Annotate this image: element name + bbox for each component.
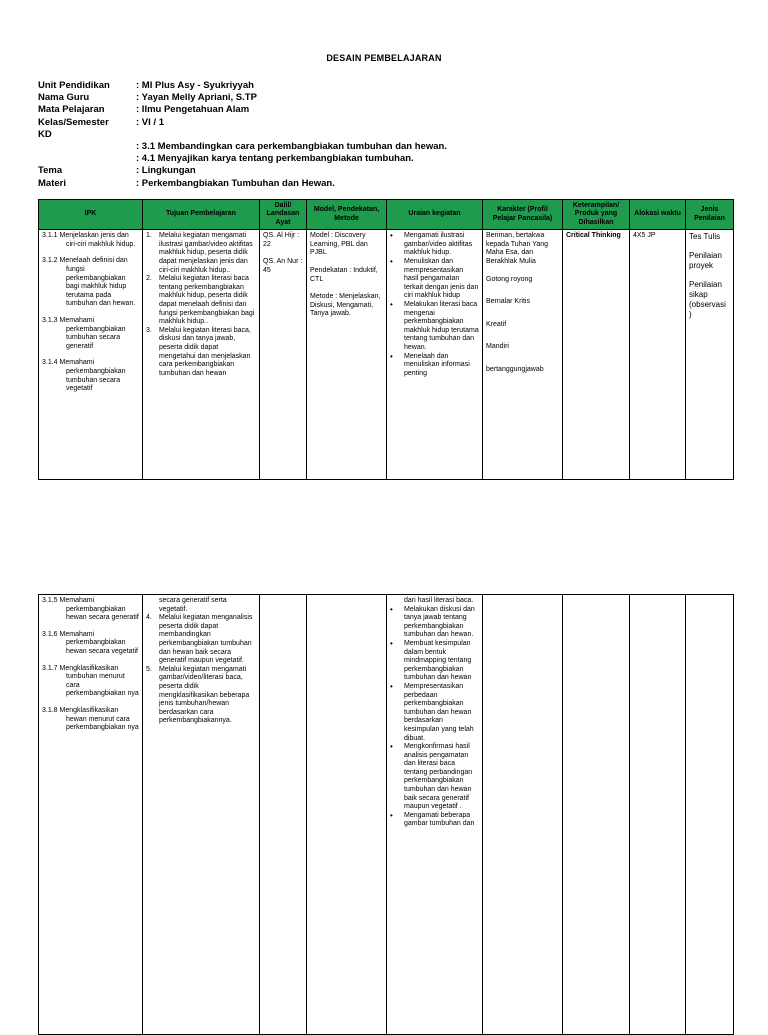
uraian-text: Melakukan diskusi dan tanya jawab tentang perkembangbiakan tumbuhan dan hewan. [404,605,475,639]
uraian-item: • Membuat kesimpulan dalam bentuk mindmapping tentang perkembangbiakan tumbuhan dan hewan [390,640,479,683]
ipk-item: 3.1.6 Memahami perkembangbiakan hewan secara vegetatif [42,630,138,655]
metode-text: Metode : Menjelaskan, Diskusi, Mengamati, Tanya jawab. [310,293,381,318]
model-cell [307,595,387,1035]
header-keterampilan: Keterampilan/ Produk yang Dihasilkan [563,200,630,230]
jenis-item: Tes Tulis [689,232,721,242]
model-text: Model : Discovery Learning, PBL dan PJBL [310,232,368,257]
tujuan-number: 2. [146,275,152,283]
tujuan-text: Melalui kegiatan literasi baca tentang perkembangbiakan makhluk hidup, peserta didik dapat menelaah definisi dan fungsi perkembangbiakan bagi makhluk hidup.. [159,275,255,326]
lesson-table-part-1 [38,199,734,480]
uraian-text: Mengamati ilustrasi gambar/video aktifitas makhluk hidup. [404,232,473,257]
ipk-item: 3.1.1 Menjelaskan jenis dan ciri-ciri makhluk hidup. [42,232,136,248]
info-value: : 4.1 Menyajikan karya tentang perkembangbiakan tumbuhan. [136,153,414,165]
uraian-text: Melakukan literasi baca mengenai perkembangbiakan makhluk hidup terutama tentang tumbuhan dan hewan. [404,300,479,351]
dalil-item: QS. Al Hijr : 22 [263,232,300,248]
info-value: : Perkembangbiakan Tumbuhan dan Hewan. [136,177,335,189]
info-key: Mata Pelajaran [38,104,105,116]
info-row [38,80,447,92]
tujuan-cell [143,230,260,480]
tujuan-text: Melalui kegiatan mengamati ilustrasi gambar/video aktifitas makhluk hidup, peserta didik dapat menjelaskan jenis dan ciri-ciri makhluk hidup.. [159,232,253,274]
header-ipk: IPK [39,200,143,230]
ipk-item: 3.1.3 Memahami perkembangbiakan tumbuhan secara generatif [42,316,126,350]
info-row [38,165,447,177]
uraian-item: • Menelaah dan menuliskan informasi penting [390,353,479,379]
ipk-item: 3.1.8 Mengklasifikasikan hewan menurut cara perkembangbiakan nya [42,706,139,732]
uraian-text: Mempresentasikan perbedaan perkembangbiakan tumbuhan dan hewan berdasarkan kesimpulan yang telah dibuat. [404,682,474,742]
info-row [38,117,447,129]
tujuan-number: 4. [146,614,152,622]
info-row [38,92,447,104]
tujuan-text: Melalui kegiatan menganalisis peserta didik dapat membandingkan perkembangbiakan tumbuhan dan hewan baik secara generatif maupun vegetatif. [159,614,253,665]
info-row [38,104,447,116]
tujuan-text: Melalui kegiatan mengamati gambar/video/literasi baca, peserta didik mengklasifikasikan beberapa jenis tumbuhan/hewan berdasarkan cara perkembangbiakannya. [159,665,250,725]
uraian-cell [387,595,483,1035]
karakter-cell [483,595,563,1035]
uraian-item: • Mengkonfirmasi hasil analisis pengamatan dan literasi baca tentang perbandingan perkembangbiakan tumbuhan dan hewan baik secara generatif maupun vegetatif . [390,743,479,812]
info-row [38,141,447,153]
tujuan-item [146,232,256,275]
keterampilan-cell [563,595,630,1035]
uraian-text: Mengkonfirmasi hasil analisis pengamatan dan literasi baca tentang perbandingan perkembangbiakan tumbuhan dan hewan baik secara generatif maupun vegetatif . [404,743,473,811]
info-row [38,129,447,141]
header-dalil: Dalil/ Landasan Ayat [260,200,307,230]
info-key: Unit Pendidikan [38,80,110,91]
tujuan-continuation: secara generatif serta vegetatif. [159,597,227,613]
info-key: Kelas/Semester [38,116,109,128]
tujuan-item [146,614,256,666]
jenis-cell [686,595,734,1035]
header-model: Model, Pendekatan, Metode [307,200,387,230]
tujuan-item [146,275,256,327]
uraian-text: Membuat kesimpulan dalam bentuk mindmapping tentang perkembangbiakan tumbuhan dan hewan [404,639,472,682]
pendekatan-text: Pendekatan : Induktif, CTL [310,267,378,283]
info-key: Tema [38,165,63,177]
info-value: : MI Plus Asy - Syukriyyah [136,80,254,91]
header-karakter: Karakter (Profil Pelajar Pancasila) [483,200,563,230]
info-row [38,153,447,165]
uraian-item: • Mengamati beberapa gambar tumbuhan dan [390,812,479,829]
jenis-cell [686,230,734,480]
dalil-cell [260,595,307,1035]
ipk-cell [39,230,143,480]
uraian-text: Menuliskan dan mempresentasikan hasil pengamatan terkait dengan jenis dan ciri makhluk hidup [404,258,479,300]
tujuan-text: Melalui kegiatan literasi baca, diskusi dan tanya jawab, peserta didik dapat mengetahui dan menjelaskan cara perkembangbiakan tumbuhan dan hewan [159,326,251,377]
karakter-item: Bernalar Kritis [486,298,530,306]
info-key: KD [38,128,52,140]
karakter-item: Beriman, bertakwa kepada Tuhan Yang Maha Esa, dan Berakhlak Mulia [486,232,549,265]
info-key [38,141,136,153]
ipk-item: 3.1.2 Menelaah definisi dan fungsi perkembangbiakan bagi makhluk hidup terutama pada tumbuhan dan hewan. [42,257,136,308]
info-block [38,80,447,190]
ipk-item: 3.1.5 Memahami perkembangbiakan hewan secara generatif [42,597,139,622]
ipk-cell [39,595,143,1035]
header-jenis: Jenis Penilaian [686,200,734,230]
document-title: DESAIN PEMBELAJARAN [326,53,442,63]
info-key: Nama Guru [38,92,90,104]
karakter-item: Mandiri [486,343,509,351]
table-header-row [39,200,734,230]
tujuan-number: 1. [146,232,152,240]
info-value: : Yayan Melly Apriani, S.TP [136,92,257,104]
tujuan-item [146,666,256,726]
dalil-cell [260,230,307,480]
tujuan-item [146,327,256,379]
uraian-continuation: dari hasil literasi baca. [404,597,474,604]
info-value: : 3.1 Membandingkan cara perkembangbiakan tumbuhan dan hewan. [136,141,447,153]
table-row [39,595,734,1035]
tujuan-number: 5. [146,665,152,673]
uraian-cell [387,230,483,480]
header-alokasi: Alokasi waktu [630,200,686,230]
dalil-item: QS. An Nur : 45 [263,258,303,274]
karakter-item: Gotong royong [486,275,533,283]
uraian-item: • Melakukan literasi baca mengenai perkembangbiakan makhluk hidup terutama tentang tumbuhan dan hewan. [390,299,479,351]
karakter-item: bertanggungjawab [486,365,544,373]
header-tujuan: Tujuan Pembelajaran [143,200,260,230]
alokasi-cell [630,595,686,1035]
uraian-item: • Mengamati ilustrasi gambar/video aktifitas makhluk hidup. [390,232,479,258]
uraian-item: • Menuliskan dan mempresentasikan hasil pengamatan terkait dengan jenis dan ciri makhluk hidup [390,257,479,300]
info-value: : VI / 1 [136,116,164,128]
jenis-item: Penilaian sikap (observasi ) [689,280,726,320]
karakter-item: Kreatif [486,320,507,328]
info-value: : Ilmu Pengetahuan Alam [136,104,250,116]
alokasi-cell: 4X5 JP [630,230,686,480]
info-row [38,178,447,190]
lesson-table-part-2 [38,594,734,1035]
tujuan-number: 3. [146,326,152,334]
info-value: : Lingkungan [136,165,196,177]
info-key [38,153,136,165]
ipk-item: 3.1.7 Mengklasifikasikan tumbuhan menurut cara perkembangbiakan nya [42,664,139,698]
uraian-item: • Melakukan diskusi dan tanya jawab tentang perkembangbiakan tumbuhan dan hewan. [390,606,479,640]
jenis-item: Penilaian proyek [689,251,722,271]
karakter-cell [483,230,563,480]
table-row [39,230,734,480]
model-cell [307,230,387,480]
ipk-item: 3.1.4 Memahami perkembangbiakan tumbuhan secara vegetatif [42,359,126,393]
uraian-text: Mengamati beberapa gambar tumbuhan dan [404,811,475,828]
tujuan-cell [143,595,260,1035]
uraian-text: Menelaah dan menuliskan informasi penting [404,352,470,377]
uraian-item: • Mempresentasikan perbedaan perkembangbiakan tumbuhan dan hewan berdasarkan kesimpulan yang telah dibuat. [390,683,479,743]
info-key: Materi [38,177,66,189]
header-uraian: Uraian kegiatan [387,200,483,230]
keterampilan-cell: Critical Thinking [563,230,630,480]
